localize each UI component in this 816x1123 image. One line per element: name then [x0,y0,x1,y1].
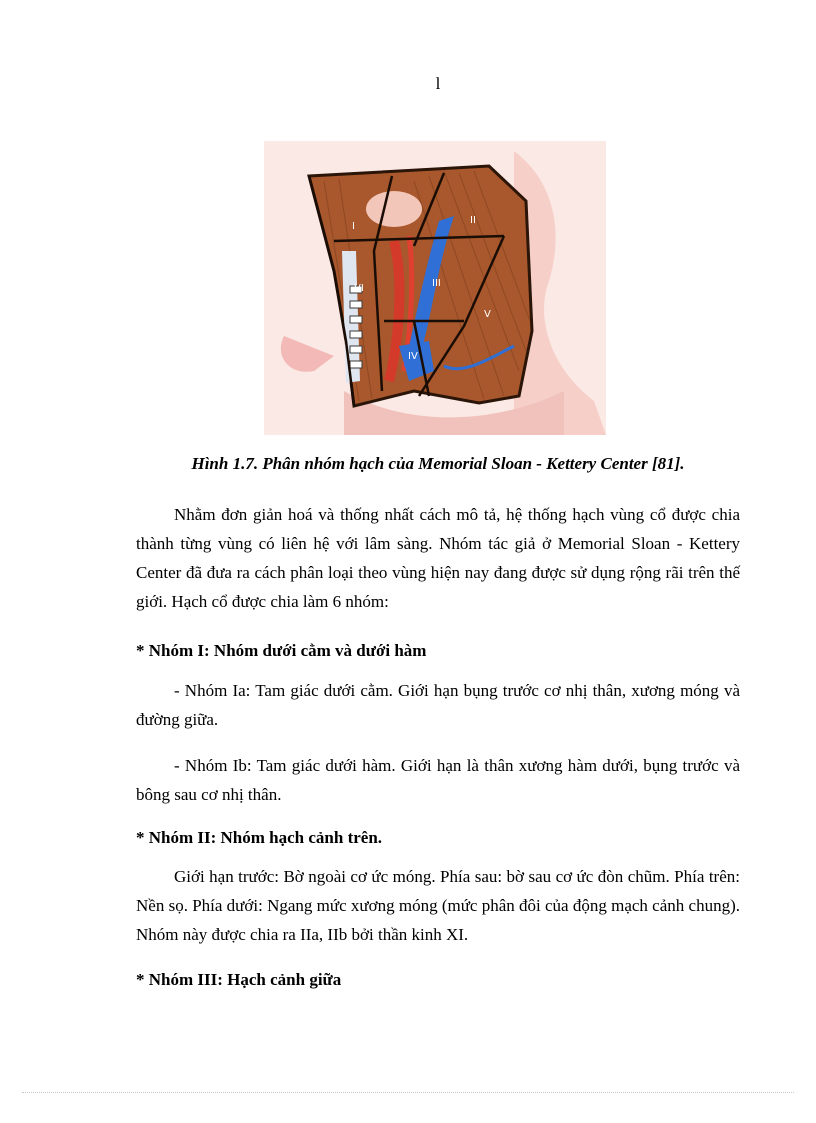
paragraph-intro: Nhằm đơn giản hoá và thống nhất cách mô tả, hệ thống hạch vùng cổ được chia thành từng vùng có liên hệ với lâm sàng. Nhóm tác giả ở Memorial Sloan - Kettery Center đã đưa ra cách phân loại theo vùng hiện nay đang được sử dụng rộng rãi trên thế giới. Hạch cổ được chia làm 6 nhóm: [136,505,740,611]
region-label-i: I [352,221,355,232]
heading-group-2: * Nhóm II: Nhóm hạch cảnh trên. [136,828,383,847]
paragraph-group-2: Giới hạn trước: Bờ ngoài cơ ức móng. Phía sau: bờ sau cơ ức đòn chũm. Phía trên: Nền sọ. Phía dưới: Ngang mức xương móng (mức phân đôi của động mạch cảnh chung). Nhóm này được chia ra IIa, IIb bởi thần kinh XI. [136,867,740,944]
heading-group-3: * Nhóm III: Hạch cảnh giữa [136,970,342,989]
neck-lymph-node-figure [264,141,606,435]
page-bottom-rule [22,1092,794,1093]
region-label-ii: II [470,215,476,226]
region-label-iv: IV [408,351,418,362]
page-number: l [435,74,441,93]
anatomy-illustration [264,141,606,435]
paragraph-group-ia: - Nhóm Ia: Tam giác dưới cằm. Giới hạn bụng trước cơ nhị thân, xương móng và đường giữa. [136,681,740,729]
paragraph-group-ib: - Nhóm Ib: Tam giác dưới hàm. Giới hạn là thân xương hàm dưới, bụng trước và bông sau cơ nhị thân. [136,756,740,804]
region-label-vi: VI [354,283,364,294]
figure-caption: Hình 1.7. Phân nhóm hạch của Memorial Sloan - Kettery Center [81]. [191,454,685,473]
region-label-iii: III [432,278,441,289]
region-label-v: V [484,309,491,320]
heading-group-1: * Nhóm I: Nhóm dưới cằm và dưới hàm [136,641,427,660]
